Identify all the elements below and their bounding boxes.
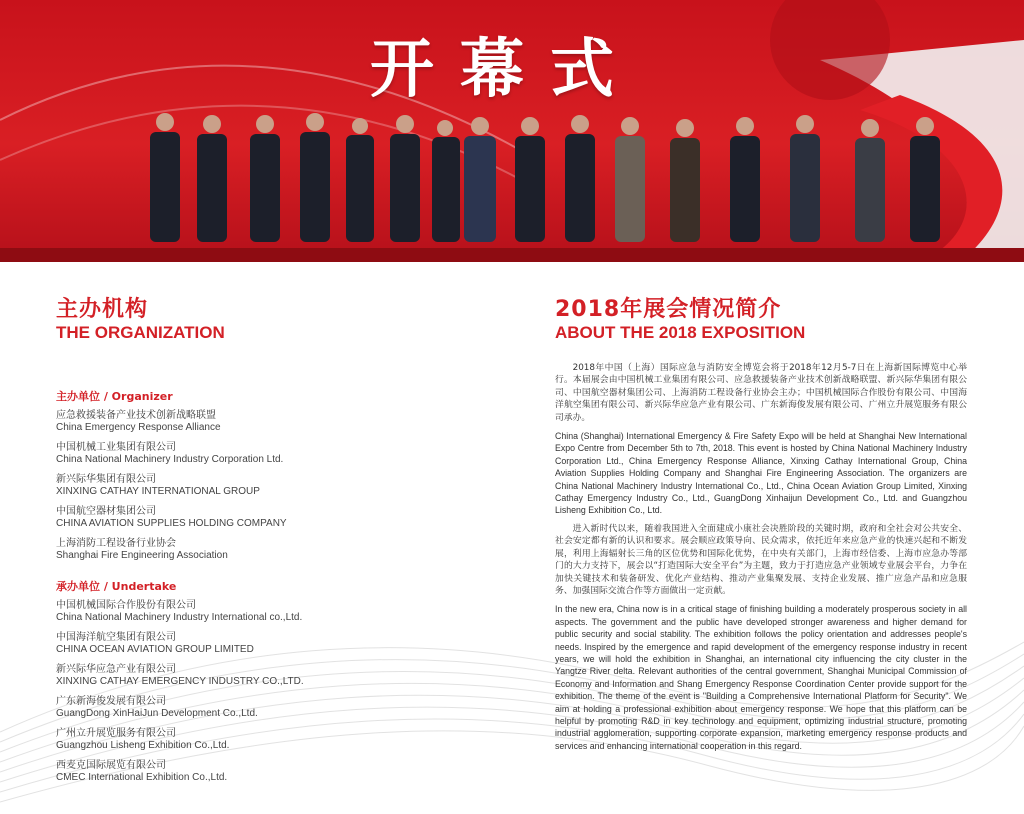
undertaker-item bbox=[56, 760, 376, 784]
background-paragraph-cn: 进入新时代以来，随着我国进入全面建成小康社会决胜阶段的关键时期，政府和全社会对公共安全、社会安定都有新的认识和要求。展会顺应政策导向、民众需求，依托近年来应急产业的快速兴起和不断发展，利用上海辐射长三角的区位优势和国际化优势，在中央有关部门，上海市经信委、上海市应急办等部门的大力支持下，展会以“打造国际大安全平台”为主题，致力于打造应急产业领域专业展会平台，力争在加快关键技术和装备研发、优化产业结构、推动产业集聚发展、支持企业发展、推广应急产品和应急服务、加强国际交流合作等方面做出一定贡献。 bbox=[555, 523, 967, 596]
background-paragraph-en: In the new era, China now is in a critical stage of finishing building a moderately prosperous society in all aspects. The government and the public have developed stronger awareness and higher demand for public security and social stability. The exhibition follows the policy orientation and addresses people's needs. Inspired by the emergence and rapid development of the emergency response industry in recent years, we will hold the exhibition in Shanghai, an international city influencing the city cluster in the Yangtze River delta. Relevant authorities of the central government, Shanghai Municipal Commission of Economy and Information and Shang Emergency Response Coordination Center provide support for the exhibition. The theme of the event is "Building a Comprehensive International Platform for Security". We aim at holding a professional exhibition about emergency response. We hope that this platform can be helpful by promoting R&D in key technology and equipment, optimizing industrial structure, promoting industrial agglomeration, supporting corporate expansion, marketing emergency response products and services and enhancing international cooperation in this regard. bbox=[555, 604, 967, 751]
undertaker-item bbox=[56, 696, 376, 720]
undertake-heading: 承办单位 / Undertake bbox=[56, 580, 177, 593]
organizer-cn: 应急救援装备产业技术创新战略联盟 bbox=[56, 410, 216, 421]
organizer-heading: 主办单位 / Organizer bbox=[56, 390, 173, 403]
undertaker-en: GuangDong XinHaiJun Development Co.,Ltd. bbox=[56, 708, 258, 719]
undertaker-item bbox=[56, 632, 376, 656]
undertaker-cn: 新兴际华应急产业有限公司 bbox=[56, 664, 176, 675]
undertaker-item bbox=[56, 664, 376, 688]
organizer-cn: 上海消防工程设备行业协会 bbox=[56, 538, 176, 549]
organizer-en: CHINA AVIATION SUPPLIES HOLDING COMPANY bbox=[56, 518, 287, 529]
intro-paragraph-cn: 2018年中国（上海）国际应急与消防安全博览会将于2018年12月5-7日在上海新国际博览中心举行。本届展会由中国机械工业集团有限公司、应急救援装备产业技术创新战略联盟、新兴际华集团有限公司、中国航空器材集团公司、上海消防工程设备行业协会主办；中国机械国际合作股份有限公司、中国海洋航空集团有限公司、新兴际华应急产业有限公司、广东新海俊发展有限公司、广州立升展览服务有限公司承办。 bbox=[555, 363, 967, 423]
undertaker-en: CMEC International Exhibition Co.,Ltd. bbox=[56, 772, 228, 783]
red-carpet bbox=[0, 248, 1024, 262]
organizer-item bbox=[56, 538, 376, 562]
undertaker-en: CHINA OCEAN AVIATION GROUP LIMITED bbox=[56, 644, 254, 655]
attendees-group bbox=[0, 102, 1024, 262]
organization-title-cn: 主办机构 bbox=[56, 297, 149, 322]
exposition-description bbox=[555, 362, 967, 758]
organizer-item bbox=[56, 442, 376, 466]
undertaker-cn: 中国海洋航空集团有限公司 bbox=[56, 632, 176, 643]
organization-list bbox=[56, 388, 376, 792]
undertaker-cn: 西麦克国际展览有限公司 bbox=[56, 760, 166, 771]
undertaker-cn: 广东新海俊发展有限公司 bbox=[56, 696, 166, 707]
undertaker-cn: 广州立升展览服务有限公司 bbox=[56, 728, 176, 739]
exposition-title-en: ABOUT THE 2018 EXPOSITION bbox=[555, 323, 806, 342]
undertaker-en: Guangzhou Lisheng Exhibition Co.,Ltd. bbox=[56, 740, 230, 751]
undertaker-cn: 中国机械国际合作股份有限公司 bbox=[56, 600, 196, 611]
ceremony-title: 开幕式 bbox=[370, 33, 640, 107]
undertaker-item bbox=[56, 600, 376, 624]
opening-ceremony-photo bbox=[0, 0, 1024, 262]
organization-title-en: THE ORGANIZATION bbox=[56, 323, 225, 342]
intro-paragraph-en: China (Shanghai) International Emergency & Fire Safety Expo will be held at Shanghai New International Expo Centre from December 5th to 7th, 2018. This event is hosted by China National Machinery Industry Corporation Ltd., China Emergency Response Alliance, Xinxing Cathay International Group, China Aviation Supplies Holding Company and Shanghai Fire Engineering Association. The organizers are China National Machinery Industry International Co., Ltd., China Ocean Aviation Group Limited, Xinxing Cathay Emergency Industry Co., Ltd., GuangDong Xinhaijun Development Co., Ltd. and Guangzhou Lisheng Exhibition Co., Ltd. bbox=[555, 431, 967, 516]
undertaker-en: China National Machinery Industry International co.,Ltd. bbox=[56, 612, 303, 623]
undertaker-en: XINXING CATHAY EMERGENCY INDUSTRY CO.,LTD. bbox=[56, 676, 304, 687]
organizer-cn: 中国机械工业集团有限公司 bbox=[56, 442, 176, 453]
organizer-item bbox=[56, 506, 376, 530]
organizer-en: China Emergency Response Alliance bbox=[56, 422, 221, 433]
organizer-en: XINXING CATHAY INTERNATIONAL GROUP bbox=[56, 486, 260, 497]
organizer-cn: 新兴际华集团有限公司 bbox=[56, 474, 156, 485]
organizer-item bbox=[56, 410, 376, 434]
organizer-en: Shanghai Fire Engineering Association bbox=[56, 550, 228, 561]
organizer-item bbox=[56, 474, 376, 498]
undertaker-item bbox=[56, 728, 376, 752]
exposition-title-cn: 2018年展会情况简介 bbox=[555, 297, 782, 322]
organizer-cn: 中国航空器材集团公司 bbox=[56, 506, 156, 517]
organizer-en: China National Machinery Industry Corporation Ltd. bbox=[56, 454, 284, 465]
